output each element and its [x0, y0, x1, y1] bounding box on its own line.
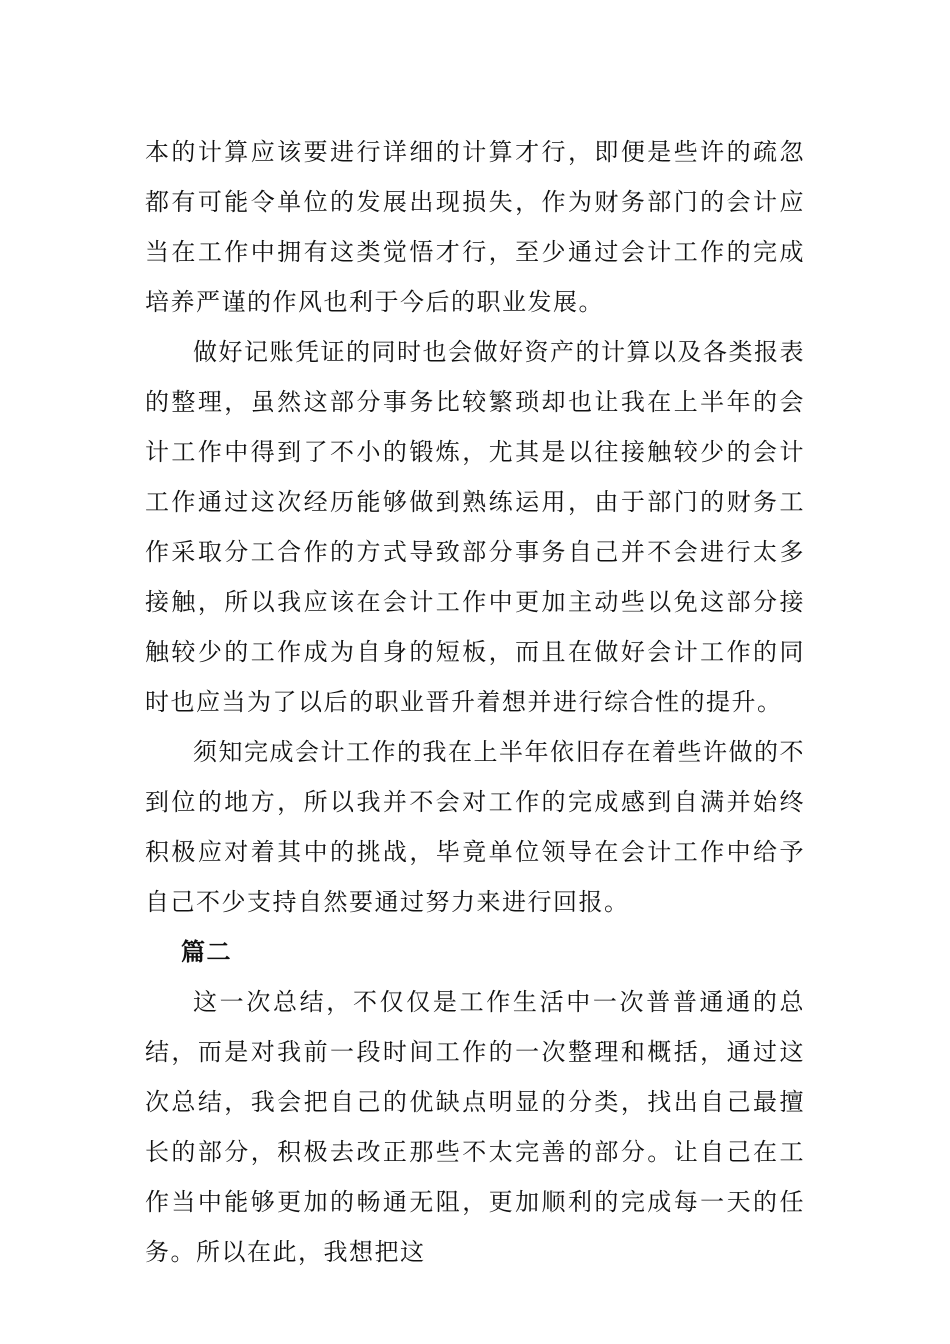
paragraph-bookkeeping: 做好记账凭证的同时也会做好资产的计算以及各类报表的整理，虽然这部分事务比较繁琐却也让我在上半年的会计工作中得到了不小的锻炼，尤其是以往接触较少的会计工作通过这次经历能够做到熟练运用，由于部门的财务工作采取分工合作的方式导致部分事务自己并不会进行太多接触，所以我应该在会计工作中更加主动些以免这部分接触较少的工作成为自身的短板，而且在做好会计工作的同时也应当为了以后的职业晋升着想并进行综合性的提升。 [145, 338, 805, 716]
paragraph-continuation: 本的计算应该要进行详细的计算才行，即便是些许的疏忽都有可能令单位的发展出现损失，作为财务部门的会计应当在工作中拥有这类觉悟才行，至少通过会计工作的完成培养严谨的作风也利于今后的职业发展。 [145, 138, 805, 316]
paragraph-summary-intro: 这一次总结，不仅仅是工作生活中一次普普通通的总结，而是对我前一段时间工作的一次整理和概括，通过这次总结，我会把自己的优缺点明显的分类，找出自己最擅长的部分，积极去改正那些不太完善的部分。让自己在工作当中能够更加的畅通无阻，更加顺利的完成每一天的任务。所以在此，我想把这 [145, 988, 805, 1266]
paragraph-shortcomings: 须知完成会计工作的我在上半年依旧存在着些许做的不到位的地方，所以我并不会对工作的完成感到自满并始终积极应对着其中的挑战，毕竟单位领导在会计工作中给予自己不少支持自然要通过努力来进行回报。 [145, 738, 805, 916]
section-heading: 篇二 [181, 937, 232, 966]
document-body [145, 127, 805, 1277]
